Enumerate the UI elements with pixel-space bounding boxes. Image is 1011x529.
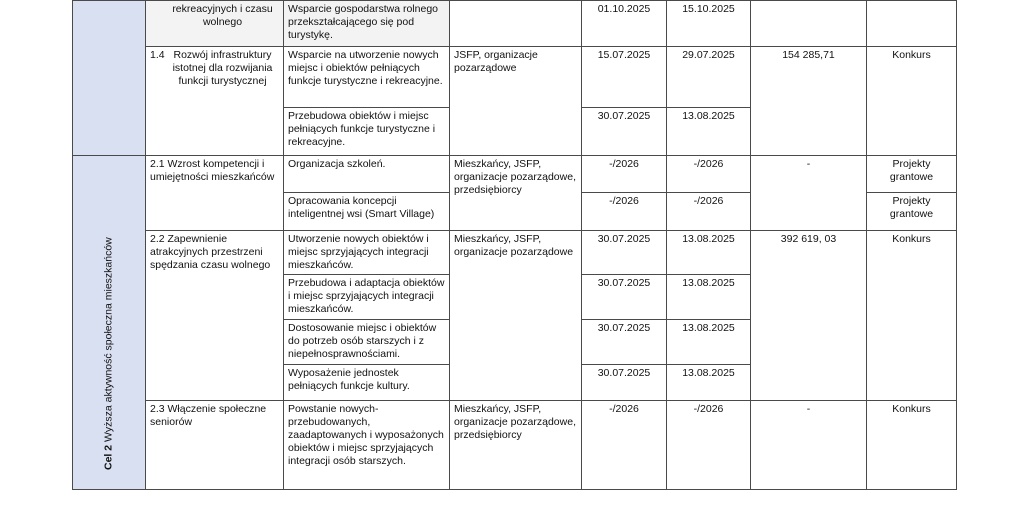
action-cell: Opracowania koncepcji inteligentnej wsi (Smart Village) xyxy=(284,193,450,231)
goal-band-1 xyxy=(73,1,146,156)
entity-cell: JSFP, organizacje pozarządowe xyxy=(450,47,582,156)
start-date-cell: 30.07.2025 xyxy=(582,320,667,365)
goal-cell: 2.1 Wzrost kompetencji i umiejętności mieszkańców xyxy=(146,156,284,231)
goal-band-2 xyxy=(73,156,146,490)
action-cell: Przebudowa i adaptacja obiektów i miejsc sprzyjających integracji mieszkańców. xyxy=(284,275,450,320)
table-row xyxy=(73,231,957,275)
action-cell: Wyposażenie jednostek pełniących funkcje kultury. xyxy=(284,365,450,401)
start-date-cell: 30.07.2025 xyxy=(582,275,667,320)
end-date-cell: 13.08.2025 xyxy=(667,320,751,365)
goal-band-label: Wyższa aktywność społeczna mieszkańców xyxy=(102,237,115,442)
entity-cell: Mieszkańcy, JSFP, organizacje pozarządowe, przedsiębiorcy xyxy=(450,401,582,490)
budget-cell xyxy=(751,1,867,47)
start-date-cell: 30.07.2025 xyxy=(582,108,667,156)
activities-table xyxy=(72,0,957,490)
mode-cell: Konkurs xyxy=(867,47,957,156)
action-cell: Utworzenie nowych obiektów i miejsc sprzyjających integracji mieszkańców. xyxy=(284,231,450,275)
start-date-cell: 15.07.2025 xyxy=(582,47,667,108)
budget-cell: 154 285,71 xyxy=(751,47,867,156)
goal-cell: rekreacyjnych i czasu wolnego xyxy=(146,1,284,47)
entity-cell xyxy=(450,1,582,47)
entity-cell: Mieszkańcy, JSFP, organizacje pozarządowe, przedsiębiorcy xyxy=(450,156,582,231)
action-cell: Wsparcie na utworzenie nowych miejsc i obiektów pełniących funkcje turystyczne i rekreacyjne. xyxy=(284,47,450,108)
start-date-cell: -/2026 xyxy=(582,156,667,193)
table-row xyxy=(73,401,957,490)
budget-cell: - xyxy=(751,401,867,490)
end-date-cell: -/2026 xyxy=(667,401,751,490)
mode-cell: Projekty grantowe xyxy=(867,156,957,193)
start-date-cell: 30.07.2025 xyxy=(582,231,667,275)
end-date-cell: 15.10.2025 xyxy=(667,1,751,47)
mode-cell: Konkurs xyxy=(867,401,957,490)
entity-cell: Mieszkańcy, JSFP, organizacje pozarządowe xyxy=(450,231,582,401)
start-date-cell: -/2026 xyxy=(582,401,667,490)
start-date-cell: 01.10.2025 xyxy=(582,1,667,47)
end-date-cell: -/2026 xyxy=(667,156,751,193)
end-date-cell: 13.08.2025 xyxy=(667,275,751,320)
start-date-cell: 30.07.2025 xyxy=(582,365,667,401)
action-cell: Powstanie nowych-przebudowanych, zaadaptowanych i wyposażonych obiektów i miejsc sprzyjających integracji osób starszych. xyxy=(284,401,450,490)
action-cell: Przebudowa obiektów i miejsc pełniących funkcje turystyczne i rekreacyjne. xyxy=(284,108,450,156)
table-row xyxy=(73,156,957,193)
end-date-cell: 13.08.2025 xyxy=(667,365,751,401)
start-date-cell: -/2026 xyxy=(582,193,667,231)
goal-band-code: Cel 2 xyxy=(102,444,115,470)
goal-cell: 2.2 Zapewnienie atrakcyjnych przestrzeni spędzania czasu wolnego xyxy=(146,231,284,401)
budget-cell: - xyxy=(751,156,867,231)
end-date-cell: 29.07.2025 xyxy=(667,47,751,108)
action-cell: Dostosowanie miejsc i obiektów do potrzeb osób starszych i z niepełnosprawnościami. xyxy=(284,320,450,365)
action-cell: Wsparcie gospodarstwa rolnego przekształcającego się pod turystykę. xyxy=(284,1,450,47)
table-row xyxy=(73,1,957,47)
budget-cell: 392 619, 03 xyxy=(751,231,867,401)
end-date-cell: -/2026 xyxy=(667,193,751,231)
action-cell: Organizacja szkoleń. xyxy=(284,156,450,193)
mode-cell: Projekty grantowe xyxy=(867,193,957,231)
table-row xyxy=(73,47,957,108)
goal-cell: 1.4 Rozwój infrastruktury istotnej dla rozwijania funkcji turystycznej xyxy=(146,47,284,156)
end-date-cell: 13.08.2025 xyxy=(667,231,751,275)
goal-cell: 2.3 Włączenie społeczne seniorów xyxy=(146,401,284,490)
mode-cell: Konkurs xyxy=(867,231,957,401)
end-date-cell: 13.08.2025 xyxy=(667,108,751,156)
mode-cell xyxy=(867,1,957,47)
